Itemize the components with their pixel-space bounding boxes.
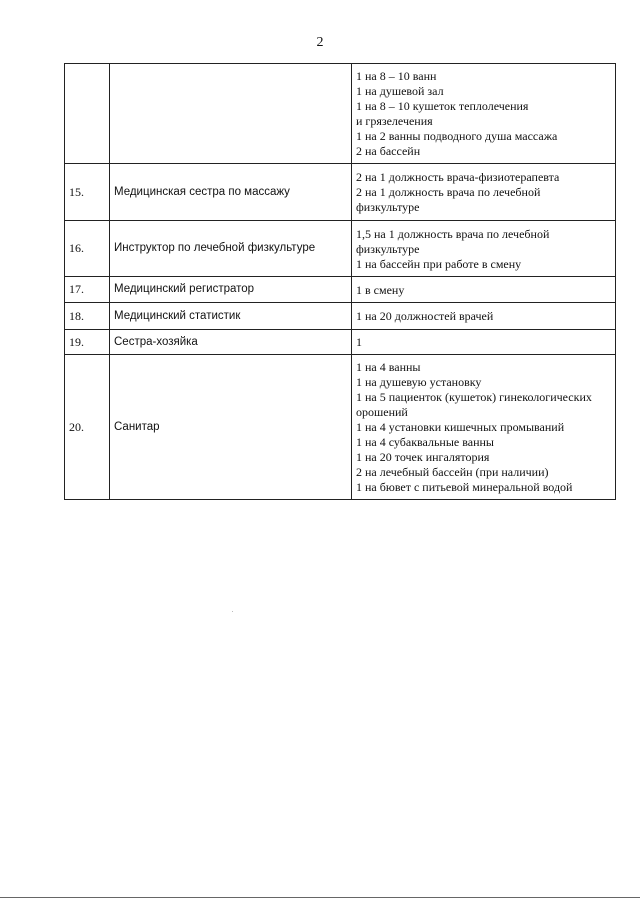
norm-line: 1 на 4 субаквальные ванны xyxy=(356,435,494,449)
norm-line: физкультуре xyxy=(356,200,420,214)
table-row xyxy=(65,164,616,221)
position-cell: Санитар xyxy=(110,355,352,500)
page-number: 2 xyxy=(316,35,324,50)
table-row xyxy=(65,277,616,303)
row-number-cell: 20. xyxy=(65,355,110,500)
staffing-table xyxy=(64,63,616,500)
norm-line: 1 на бассейн при работе в смену xyxy=(356,256,522,271)
table-row xyxy=(65,303,616,330)
scan-bottom-edge xyxy=(0,897,640,898)
norm-line: 1 на бювет с питьевой минеральной водой xyxy=(356,480,573,494)
norm-line: 2 на 1 должность врача-физиотерапевта xyxy=(356,170,560,184)
norm-line: 1 на 5 пациенток (кушеток) гинекологических xyxy=(356,390,592,404)
norms-cell xyxy=(352,355,616,500)
norms-cell xyxy=(352,164,616,221)
position-cell: Инструктор по лечебной физкультуре xyxy=(110,221,352,277)
norm-line: физкультуре xyxy=(356,241,420,256)
scan-artifact xyxy=(232,611,233,612)
norm-line: 1 xyxy=(356,335,362,349)
table-row xyxy=(65,64,616,164)
norm-line: 1 на 4 ванны xyxy=(356,360,421,374)
position-cell: Медицинский статистик xyxy=(110,303,352,330)
norm-line: 1 на душевую установку xyxy=(356,375,482,389)
norm-line: 1 на 20 точек ингалятория xyxy=(356,450,490,464)
row-number-cell: 19. xyxy=(65,330,110,355)
position-cell: Медицинский регистратор xyxy=(110,277,352,303)
norms-cell xyxy=(352,330,616,355)
norms-cell xyxy=(352,64,616,164)
table-row xyxy=(65,221,616,277)
row-number-cell: 15. xyxy=(65,164,110,221)
norm-line: 1 в смену xyxy=(356,282,405,297)
norm-line: 2 на лечебный бассейн (при наличии) xyxy=(356,465,549,479)
norm-line: 2 на бассейн xyxy=(356,144,421,158)
norm-line: 1 на 2 ванны подводного душа массажа xyxy=(356,129,558,143)
norm-line: 1 на 20 должностей врачей xyxy=(356,309,494,323)
norm-line: 1,5 на 1 должность врача по лечебной xyxy=(356,226,550,241)
norm-line: 1 на 8 – 10 кушеток теплолечения xyxy=(356,99,529,113)
row-number-cell: 17. xyxy=(65,277,110,303)
norm-line: 1 на 8 – 10 ванн xyxy=(356,69,437,83)
table-row xyxy=(65,355,616,500)
norm-line: орошений xyxy=(356,405,408,419)
norm-line: 2 на 1 должность врача по лечебной xyxy=(356,185,541,199)
table-row xyxy=(65,330,616,355)
norm-line: и грязелечения xyxy=(356,114,433,128)
position-cell xyxy=(110,64,352,164)
row-number-cell: 16. xyxy=(65,221,110,277)
norm-line: 1 на душевой зал xyxy=(356,84,444,98)
row-number-cell xyxy=(65,64,110,164)
row-number-cell: 18. xyxy=(65,303,110,330)
position-cell: Сестра-хозяйка xyxy=(110,330,352,355)
norms-cell xyxy=(352,277,616,303)
norms-cell xyxy=(352,221,616,277)
norms-cell xyxy=(352,303,616,330)
position-cell: Медицинская сестра по массажу xyxy=(110,164,352,221)
norm-line: 1 на 4 установки кишечных промываний xyxy=(356,420,565,434)
